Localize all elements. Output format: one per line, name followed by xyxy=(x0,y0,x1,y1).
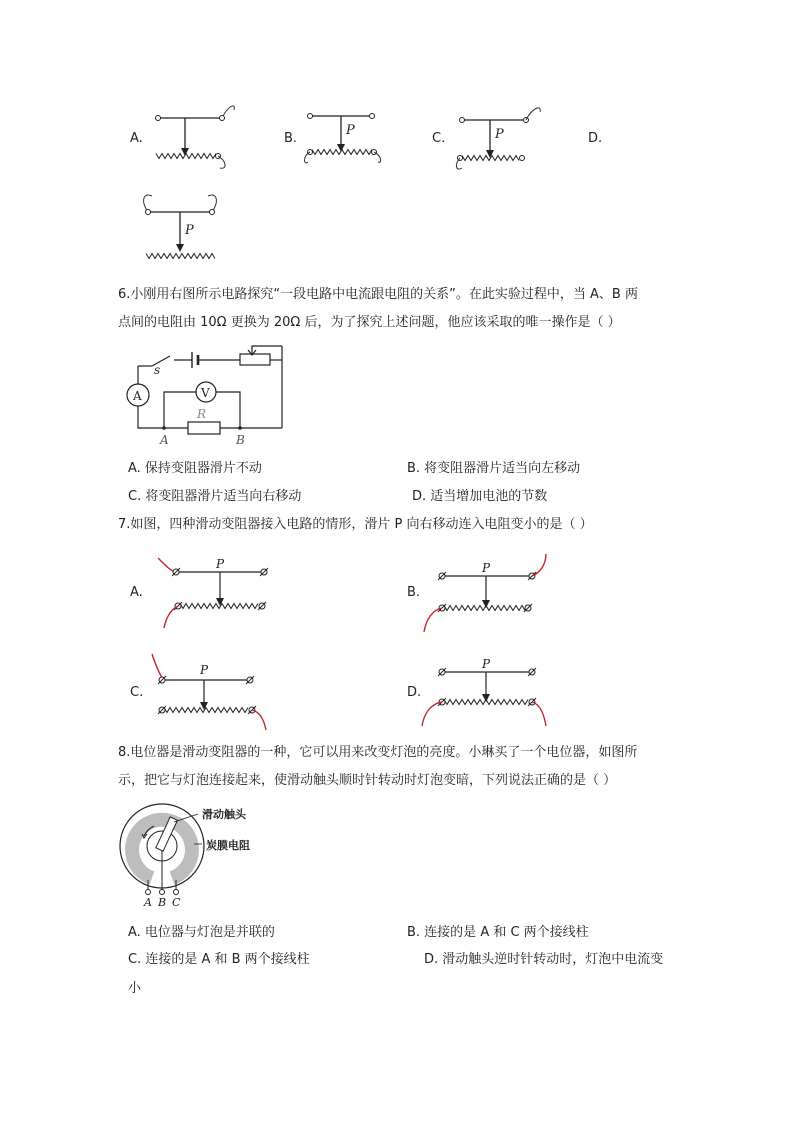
q8-film-label: 炭膜电阻 xyxy=(206,839,250,852)
q7-rheostat-b-figure xyxy=(418,552,554,636)
q7-c-slider-label: P xyxy=(200,663,209,677)
q7-stem: 7.如图，四种滑动变阻器接入电路的情形，滑片 P 向右移动连入电阻变小的是（ ） xyxy=(118,517,593,532)
q7-option-b-label: B. xyxy=(407,585,421,600)
q5-option-c-label: C. xyxy=(432,131,446,146)
q5-rheostat-a-figure xyxy=(148,98,244,178)
q6-stem-line2: 点间的电阻由 10Ω 更换为 20Ω 后，为了探究上述问题，他应该采取的唯一操作是（ ） xyxy=(118,315,621,330)
q7-option-a-label: A. xyxy=(130,585,143,600)
q6-switch-label: s xyxy=(154,363,161,377)
q7-option-c-label: C. xyxy=(130,685,144,700)
q5-option-a-label: A. xyxy=(130,131,143,146)
q6-point-a-label: A xyxy=(160,433,169,447)
q6-circuit-diagram xyxy=(124,340,288,448)
q7-b-slider-label: P xyxy=(482,561,491,575)
resistance-wire xyxy=(146,254,215,259)
q7-a-slider-label: P xyxy=(216,557,225,571)
q6-stem-line1: 6.小刚用右图所示电路探究“一段电路中电流跟电阻的关系”。在此实验过程中，当 A、B 两 xyxy=(118,287,638,302)
q5-b-slider-label: P xyxy=(346,123,355,138)
connection-wire xyxy=(424,608,442,632)
resistance-wire xyxy=(444,606,525,611)
q5-option-d-label: D. xyxy=(588,131,603,146)
connection-wire xyxy=(532,702,546,726)
connection-wire xyxy=(252,710,266,730)
q6-option-b: B. 将变阻器滑片适当向左移动 xyxy=(407,461,581,476)
q5-rheostat-b-figure xyxy=(300,104,386,174)
q8-option-d-line1: D. 滑动触头逆时针转动时，灯泡中电流变 xyxy=(424,952,664,967)
q6-option-c: C. 将变阻器滑片适当向右移动 xyxy=(128,489,302,504)
resistance-wire xyxy=(180,604,258,609)
resistance-wire xyxy=(164,708,248,713)
q5-rheostat-d-figure xyxy=(138,188,228,268)
connection-wire xyxy=(164,606,178,628)
q8-option-d-line2: 小 xyxy=(128,981,142,996)
q7-rheostat-a-figure xyxy=(150,552,280,632)
q5-option-b-label: B. xyxy=(284,131,298,146)
q7-rheostat-d-figure xyxy=(416,652,552,732)
connection-wire xyxy=(532,554,546,576)
q8-terminal-a: A xyxy=(144,896,152,909)
q7-rheostat-c-figure xyxy=(146,652,276,732)
q8-contact-label: 滑动触头 xyxy=(202,808,246,821)
q6-option-d: D. 适当增加电池的节数 xyxy=(412,489,548,504)
q5-rheostat-c-figure xyxy=(452,100,552,180)
q8-option-b: B. 连接的是 A 和 C 两个接线柱 xyxy=(407,925,589,940)
rheostat-icon xyxy=(240,354,270,365)
q7-d-slider-label: P xyxy=(482,657,491,671)
q8-option-c: C. 连接的是 A 和 B 两个接线柱 xyxy=(128,952,310,967)
q8-terminal-c: C xyxy=(172,896,181,909)
q5-d-slider-label: P xyxy=(185,223,194,238)
q8-stem-line1: 8.电位器是滑动变阻器的一种，它可以用来改变灯泡的亮度。小琳买了一个电位器，如图所 xyxy=(118,745,638,760)
q6-resistor-label: R xyxy=(197,407,207,421)
q8-stem-line2: 示，把它与灯泡连接起来，使滑动触头顺时针转动时灯泡变暗，下列说法正确的是（ ） xyxy=(118,773,617,788)
q8-option-a: A. 电位器与灯泡是并联的 xyxy=(128,925,275,940)
resistance-wire xyxy=(156,154,216,159)
resistor-icon xyxy=(188,422,220,434)
connection-wire xyxy=(152,654,164,680)
q6-option-a: A. 保持变阻器滑片不动 xyxy=(128,461,262,476)
q7-option-d-label: D. xyxy=(407,685,422,700)
q6-ammeter-label: A xyxy=(133,389,142,403)
q5-c-slider-label: P xyxy=(495,127,504,142)
q6-voltmeter-label: V xyxy=(201,386,210,400)
resistance-wire xyxy=(312,150,372,155)
q8-terminal-b: B xyxy=(158,896,167,909)
q6-point-b-label: B xyxy=(236,433,245,447)
